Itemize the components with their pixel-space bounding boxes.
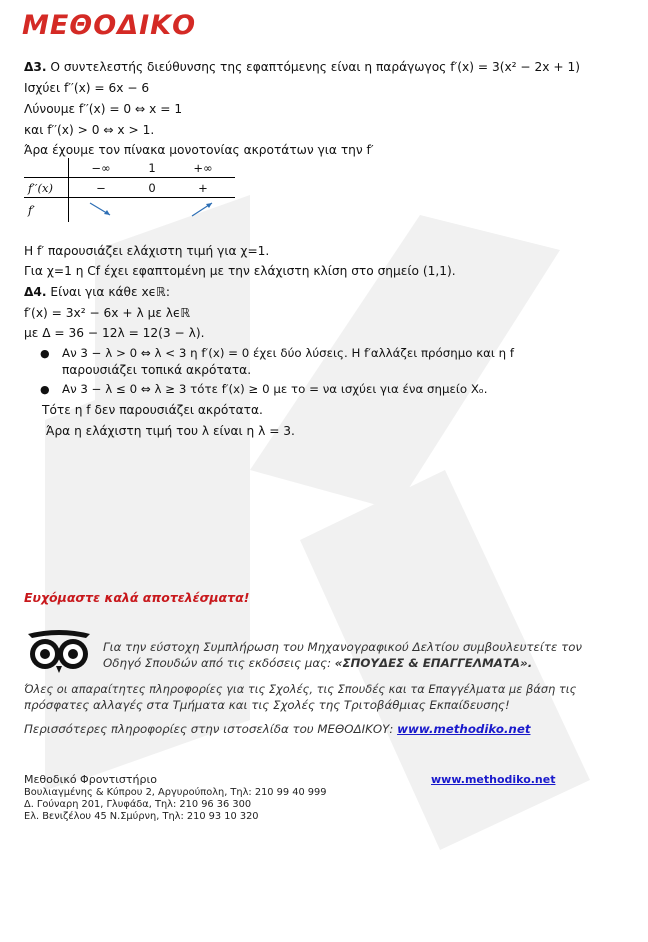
d4-heading-text: Είναι για κάθε xϵℝ: [50, 285, 170, 299]
info-para-1-prefix: Οδηγό Σπουδών από τις εκδόσεις μας: [103, 656, 335, 670]
d3-conclusion-2: Για χ=1 η Cf έχει εφαπτομένη με την ελάχιστη κλίση στο σημείο (1,1). [24, 264, 456, 278]
table-row-label: f′ [24, 198, 69, 223]
info-para-1-line-1: Για την εύστοχη Συμπλήρωση του Μηχανογραφικού Δελτίου συμβουλευτείτε τον [103, 640, 583, 654]
d4-heading [24, 285, 170, 300]
info-para-2-line-1: Όλες οι απαραίτητες πληροφορίες για τις Σχολές, τις Σπουδές και τα Επαγγέλματα με βάση τις [24, 682, 577, 696]
d3-conclusion-1: Η f′ παρουσιάζει ελάχιστη τιμή για χ=1. [24, 244, 270, 258]
d3-line-2: Λύνουμε f′′(x) = 0 ⇔ x = 1 [24, 102, 183, 116]
footer-address-3: Ελ. Βενιζέλου 45 Ν.Σμύρνη, Τηλ: 210 93 10 320 [24, 811, 259, 822]
info-para-1-line-2 [103, 656, 532, 670]
d4-bullet-1-line-1: Αν 3 − λ > 0 ⇔ λ < 3 η f′(x) = 0 έχει δύο λύσεις. Η f′αλλάζει πρόσημο και η f [62, 346, 515, 360]
table-header-cell: +∞ [171, 158, 235, 178]
d4-label: Δ4. [24, 285, 47, 299]
table-sign-cell: + [171, 178, 235, 198]
bullet-icon: ● [40, 383, 50, 396]
table-sign-cell: − [69, 178, 134, 198]
d3-label: Δ3. [24, 60, 47, 74]
footer-address-1: Βουλιαγμένης & Κύπρου 2, Αργυρούπολη, Τηλ: 210 99 40 999 [24, 787, 327, 798]
d4-line-3: Τότε η f δεν παρουσιάζει ακρότατα. [42, 403, 263, 417]
monotonicity-table [24, 158, 235, 222]
footer-website-link[interactable]: www.methodiko.net [431, 773, 556, 786]
d4-bullet-2-line-1: Αν 3 − λ ≤ 0 ⇔ λ ≥ 3 τότε f′(x) ≥ 0 με το = να ισχύει για ένα σημείο Xₒ. [62, 382, 488, 396]
d3-line-4: Άρα έχουμε τον πίνακα μονοτονίας ακροτάτων για την f′ [24, 143, 374, 157]
d4-bullet-1-line-2: παρουσιάζει τοπικά ακρότατα. [62, 363, 252, 377]
d4-line-2: με Δ = 36 − 12λ = 12(3 − λ). [24, 326, 205, 340]
owl-icon [26, 628, 92, 674]
guide-title: «ΣΠΟΥΔΕΣ & ΕΠΑΓΓΕΛΜΑΤΑ». [334, 656, 533, 670]
table-corner [24, 158, 69, 178]
info-para-2-line-2: πρόσφατες αλλαγές στα Τμήματα και τις Σχολές της Τριτοβάθμιας Εκπαίδευσης! [24, 698, 510, 712]
table-arrow-cell [171, 198, 235, 223]
d4-line-4: Άρα η ελάχιστη τιμή του λ είναι η λ = 3. [46, 424, 295, 438]
wishes-text: Ευχόμαστε καλά αποτελέσματα! [24, 590, 250, 605]
decreasing-arrow-icon [86, 199, 116, 219]
methodiko-logo: ΜΕΘΟΔΙΚΟ [22, 10, 197, 41]
d3-line-3: και f′′(x) > 0 ⇔ x > 1. [24, 123, 155, 137]
d3-heading [24, 60, 580, 75]
info-para-3 [24, 722, 530, 736]
d3-heading-text: Ο συντελεστής διεύθυνσης της εφαπτόμενης είναι η παράγωγος f′(x) = 3(x² − 2x + 1) [50, 60, 580, 74]
increasing-arrow-icon [188, 199, 218, 219]
website-link[interactable]: www.methodiko.net [397, 722, 531, 736]
info-para-3-prefix: Περισσότερες πληροφορίες στην ιστοσελίδα του ΜΕΘΟΔΙΚΟΥ: [24, 722, 398, 736]
footer-address-2: Δ. Γούναρη 201, Γλυφάδα, Τηλ: 210 96 36 300 [24, 799, 252, 810]
table-sign-cell: 0 [133, 178, 171, 198]
table-header-cell: −∞ [69, 158, 134, 178]
table-arrow-cell [69, 198, 134, 223]
bullet-icon: ● [40, 347, 50, 360]
table-header-cell: 1 [133, 158, 171, 178]
d3-line-1: Ισχύει f′′(x) = 6x − 6 [24, 81, 150, 95]
footer-name: Μεθοδικό Φροντιστήριο [24, 773, 157, 786]
d4-line-1: f′(x) = 3x² − 6x + λ με λϵℝ [24, 306, 191, 320]
table-row-label: f′′(x) [24, 178, 69, 198]
